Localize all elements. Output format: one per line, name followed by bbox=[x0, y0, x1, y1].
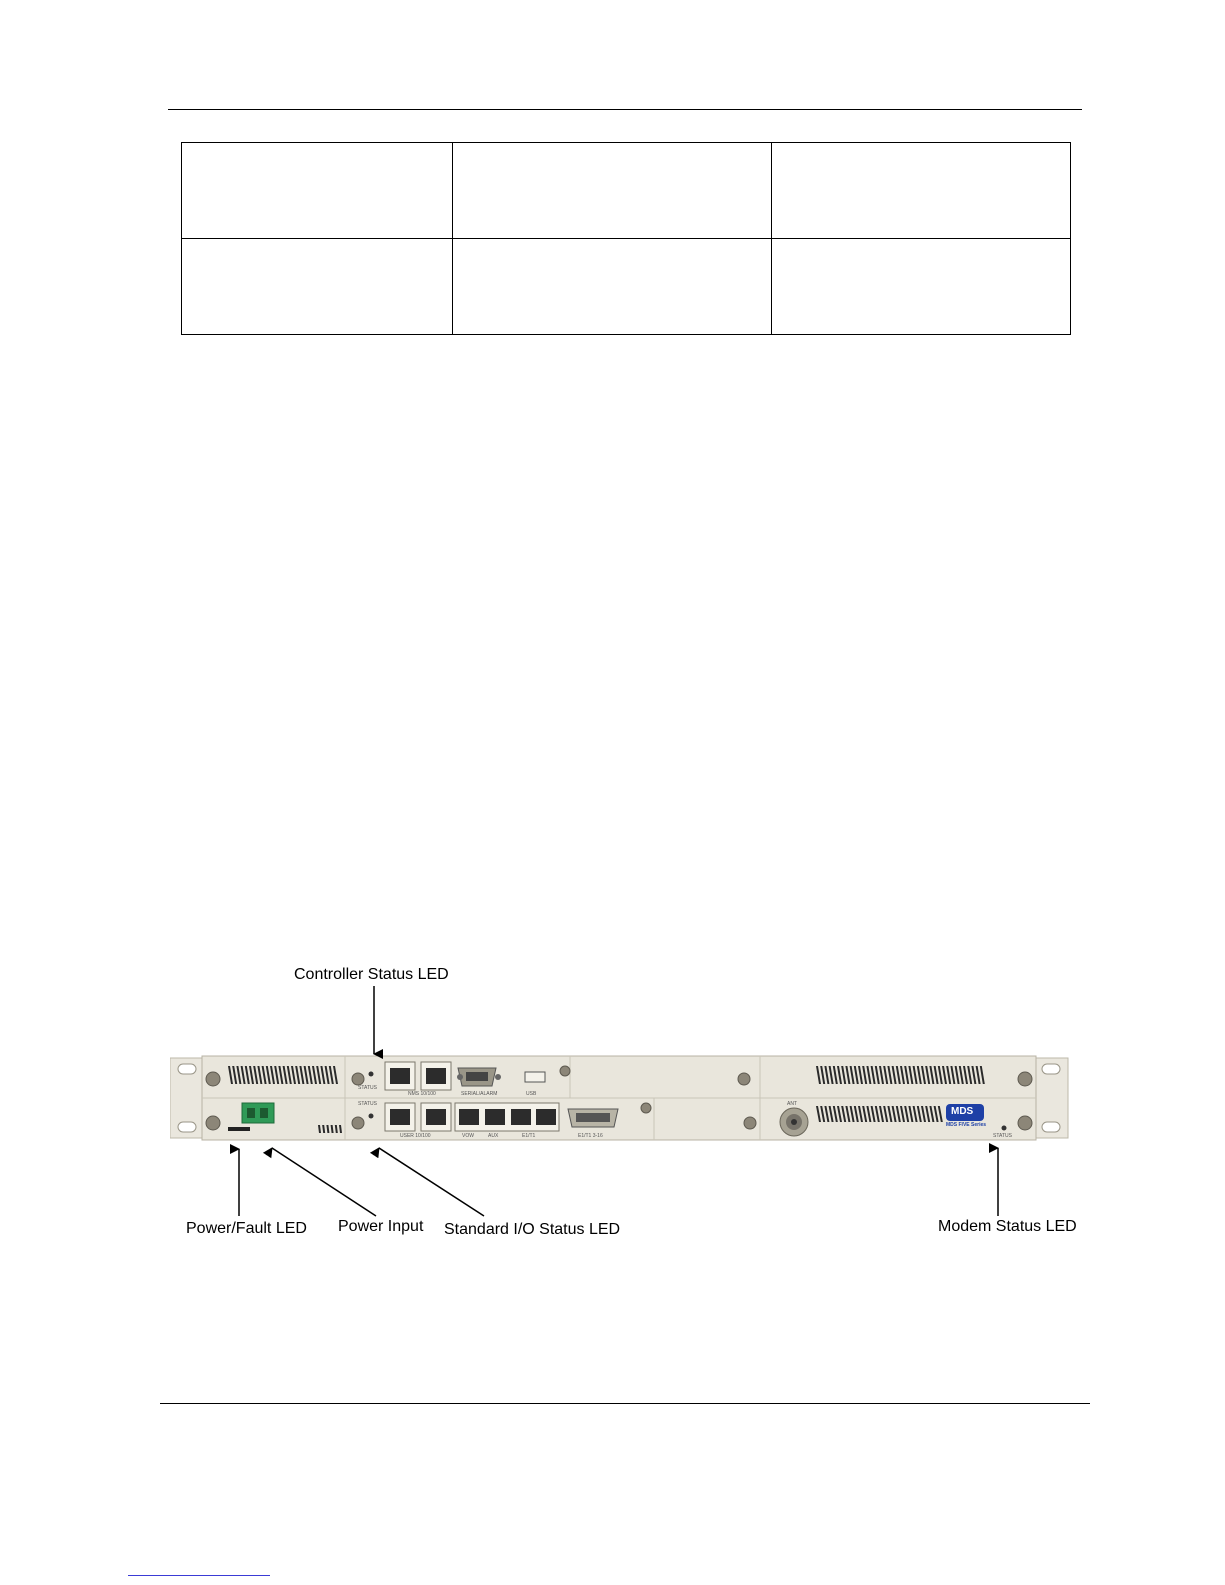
table-cell bbox=[771, 143, 1070, 239]
label-status-top: STATUS bbox=[358, 1085, 377, 1091]
label-ant: ANT bbox=[787, 1101, 797, 1107]
modem-status-led bbox=[1002, 1126, 1007, 1131]
callout-modem-status-led: Modem Status LED bbox=[938, 1218, 1077, 1235]
table-cell bbox=[182, 143, 453, 239]
device-front-panel-figure bbox=[170, 960, 1090, 1250]
label-nms: NMS 10/100 bbox=[408, 1091, 436, 1097]
controller-status-led bbox=[369, 1072, 374, 1077]
brand-series-text: MDS FIVE Series bbox=[946, 1122, 987, 1128]
rack-ear-right bbox=[1032, 1058, 1068, 1138]
table-cell bbox=[771, 239, 1070, 335]
callout-controller-status-led: Controller Status LED bbox=[294, 966, 449, 983]
table-cell bbox=[182, 239, 453, 335]
device-front-panel-illustration bbox=[170, 960, 1090, 1250]
standard-io-status-arrow bbox=[379, 1148, 484, 1216]
brand-badge-text: MDS bbox=[951, 1106, 974, 1117]
rack-ear-left bbox=[170, 1058, 206, 1138]
empty-table bbox=[181, 142, 1071, 335]
label-usb: USB bbox=[526, 1091, 537, 1097]
label-e1t1-3-16: E1/T1 3-16 bbox=[578, 1133, 603, 1139]
callout-standard-io-status-led: Standard I/O Status LED bbox=[444, 1221, 621, 1238]
power-input-connector bbox=[242, 1103, 274, 1123]
table-row bbox=[182, 143, 1071, 239]
label-serial-alarm: SERIAL/ALARM bbox=[461, 1091, 498, 1097]
label-modem-status: STATUS bbox=[993, 1133, 1012, 1139]
footer-link-underline[interactable] bbox=[128, 1575, 270, 1576]
table-cell bbox=[453, 143, 772, 239]
label-vow: VOW bbox=[462, 1133, 474, 1139]
callout-power-fault-led: Power/Fault LED bbox=[186, 1220, 307, 1237]
label-status-bottom: STATUS bbox=[358, 1101, 377, 1107]
antenna-connector bbox=[780, 1108, 808, 1136]
label-aux: AUX bbox=[488, 1133, 499, 1139]
standard-io-status-led bbox=[369, 1114, 374, 1119]
footer-rule bbox=[160, 1403, 1090, 1404]
table-cell bbox=[453, 239, 772, 335]
table-row bbox=[182, 239, 1071, 335]
power-input-arrow bbox=[272, 1148, 376, 1216]
label-e1t1: E1/T1 bbox=[522, 1133, 536, 1139]
header-rule bbox=[168, 109, 1082, 110]
callout-power-input: Power Input bbox=[338, 1218, 424, 1235]
label-user: USER 10/100 bbox=[400, 1133, 431, 1139]
power-fault-led bbox=[228, 1127, 250, 1131]
